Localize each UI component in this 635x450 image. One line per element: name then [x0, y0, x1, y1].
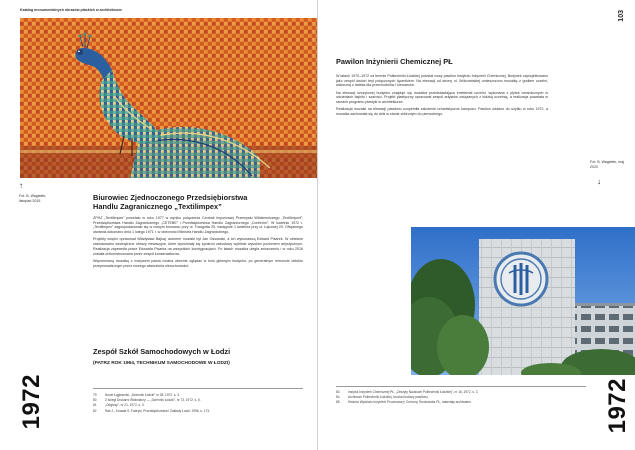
textilimpex-heading: [93, 194, 313, 211]
page-number: 103: [618, 10, 625, 22]
school-heading: Zespół Szkół Samochodowych w Łodzi: [93, 347, 231, 356]
down-arrow-icon: ↓: [597, 177, 601, 186]
footnote-rule: [93, 388, 303, 389]
paragraph: ZPHZ „Textilimpex” powstało w roku 1977 w wyniku połączenia Centrali Importowej Przemysłu Włókienniczego „Textilimport”, Przedsiębiorstwa Handlu Zagranicznego „CETEBE” i Przedsiębiorstwa Handlu Zagranicznego „Confexim”. W kwietniu 1972 r. „Textilimpex” zagospodarowało się w nowym biurowcu przy ul. Traugutta 25, następnie 1 kwietnia przy ul. Łąkowej 29. Oficjalnego otwarcia dokonano dnia 1 lutego 1971 r. w obecności Ministra Handlu Zagranicznego.: [93, 216, 303, 235]
mosaic-caption: Fot. B. Wagiełek, listopad 2015: [19, 194, 47, 203]
peacock-mosaic-svg: [20, 18, 317, 178]
paragraph: Wspomnianą mozaikę z motywem pawia można obecnie oglądać w holu głównym budynku, po generalnym remoncie obiektu przeprowadzonym przez nowego właściciela nieruchomości.: [93, 258, 303, 268]
textilimpex-heading-line1: Biurowiec Zjednoczonego Przedsiębiorstwa: [93, 193, 248, 202]
footnote: 80 Z kolegi Drukarni Włókniarzy — „Dziennik Łódzki”, nr 73, 1972, s. 5.: [93, 398, 201, 403]
footnote: 81 „Odgłosy”, nr 21, 1972, s. 3.: [93, 403, 145, 408]
pawilon-body: [336, 74, 548, 119]
paragraph: Na elewacji szczytowej budynku znajduje się mozaika przedstawiająca emblemat uczelni, wykonana z płytek ceramicznych w odcieniach błękitu i szarości. Projekt plastyczny opracował zespół artystów związanych z łódzką uczelnią, a realizacja powstała w ramach programu plastyki w architekturze.: [336, 90, 548, 105]
running-head: Katalog monumentalnych obrazów płaskich w architekturze: [20, 8, 123, 12]
left-page: [0, 0, 317, 450]
year-label: 1972: [604, 378, 631, 434]
up-arrow-icon: ↑: [19, 181, 23, 190]
footnotes: [93, 393, 303, 414]
footnote-rule: [336, 386, 586, 387]
year-label: 1972: [18, 374, 45, 430]
pawilon-photo-svg: [411, 227, 635, 375]
right-page: [318, 0, 635, 450]
footnote: 85 Historia Wydziału Inżynierii Procesowej i Ochrony Środowiska PŁ, materiały archiwalne.: [336, 400, 472, 405]
footnote: 79 Nowe Łągiewniki, „Dziennik Łódzki” nr 28, 1972, s. 3.: [93, 393, 180, 397]
textilimpex-heading-line2: Handlu Zagranicznego „Textilimpex”: [93, 201, 222, 211]
photo-caption: Fot. B. Wagiełek, maj 2020: [590, 160, 625, 169]
pawilon-heading: Pawilon Inżynierii Chemicznej PŁ: [336, 57, 453, 66]
peacock-mosaic-image: [20, 18, 317, 178]
footnotes: [336, 390, 586, 406]
school-subheading: (PATRZ ROK 1964, TECHNIKUM SAMOCHODOWE W ŁODZI): [93, 361, 230, 366]
footnote: 82 Rak J., Kowala S. Fabryki, Przedsiębiorstwa i Zakłady Łodzi, 1996, s. 173.: [93, 408, 210, 413]
textilimpex-body: [93, 216, 303, 271]
paragraph: W latach 1970–1972 na terenie Politechniki Łódzkiej powstał nowy pawilon Instytutu Inżynierii Chemicznej. Budynek zaprojektowano jako zespół dwóch brył połączonych łącznikiem. Na elewacji od strony ul. Wólczańskiej umieszczono mozaikę z godłem uczelni, widoczną z daleka dla przechodniów i kierowców.: [336, 74, 548, 88]
paragraph: Realizacja mozaiki na elewacji pawilonu uzupełniła założenie urbanistyczne kampusu. Pawilon oddano do użytku w roku 1972, a mozaika zachowała się do dziś w stanie zbliżonym do pierwotnego.: [336, 107, 548, 117]
footnote: 84 Archiwum Politechniki Łódzkiej, teczka budowy pawilonu.: [336, 395, 429, 400]
pawilon-photo: [411, 227, 635, 375]
footnote: 83 Instytut Inżynierii Chemicznej PŁ, „Zeszyty Naukowe Politechniki Łódzkiej”, nr 16, 1972, s. 3.: [336, 390, 479, 394]
paragraph: Projekty wnętrz opracował Władysław Bajkaj, autorem mozaiki był Jan Ossowski, a ich wykonawcą Edward Pisarek. W obiekcie zastosowano wewnętrzne obrazy elewacyjne, które wyróżniały się spośród zabudowy wybitnie wysokim poziomem artystycznym. Realizacja zapewniła prace Edwarda Pisarka na wszystkich kondygnacjach. Po latach mozaika uległa zniszczeniu i w roku 2016 została zrekonstruowana przez zespół konserwatorów.: [93, 237, 303, 256]
